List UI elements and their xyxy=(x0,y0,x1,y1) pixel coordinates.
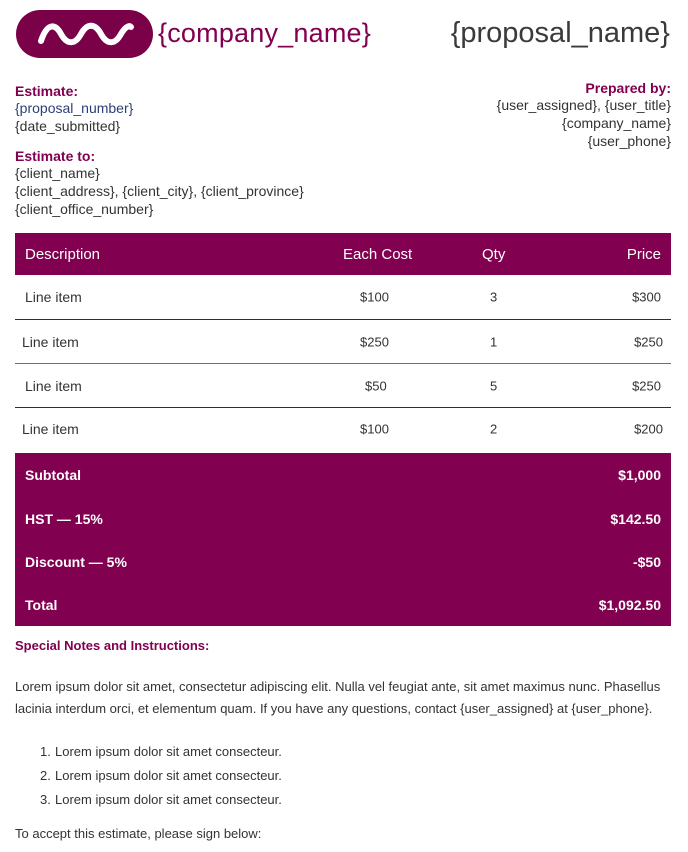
list-item: 2. Lorem ipsum dolor sit amet consecteur. xyxy=(40,768,282,783)
row-description: Line item xyxy=(22,333,79,350)
client-name: {client_name} xyxy=(15,165,100,181)
row-qty: 3 xyxy=(490,289,498,305)
row-price: $200 xyxy=(634,421,663,436)
header-each-cost: Each Cost xyxy=(343,245,413,263)
proposal-number: {proposal_number} xyxy=(15,100,134,116)
user-phone: {user_phone} xyxy=(587,133,671,149)
line-items-table xyxy=(15,233,671,449)
estimate-label: Estimate: xyxy=(15,83,79,99)
row-each-cost: $100 xyxy=(360,289,389,305)
estimate-to-label: Estimate to: xyxy=(15,148,96,164)
total-label: Total xyxy=(25,597,58,613)
row-each-cost: $250 xyxy=(360,334,389,349)
notes-body: Lorem ipsum dolor sit amet, consectetur adipiscing elit. Nulla vel feugiat ante, sit amet maximus nunc. Phasellus lacinia interdum orci, et elementum quam. If you have any questions, contact {user_assigned} at {user_phone}. xyxy=(15,679,661,716)
table-row xyxy=(15,364,671,408)
row-description: Line item xyxy=(22,420,79,437)
row-price: $250 xyxy=(634,334,663,349)
totals-block xyxy=(15,453,671,626)
wave-logo-icon xyxy=(35,19,135,49)
row-qty: 5 xyxy=(490,378,498,393)
discount-label: Discount — 5% xyxy=(25,554,127,570)
row-description: Line item xyxy=(25,289,82,305)
subtotal-label: Subtotal xyxy=(25,467,81,483)
table-row xyxy=(15,275,671,320)
row-description: Line item xyxy=(25,377,82,394)
hst-label: HST — 15% xyxy=(25,511,103,527)
notes-list xyxy=(40,740,282,812)
row-price: $250 xyxy=(632,378,661,393)
discount-value: -$50 xyxy=(632,554,661,570)
row-qty: 1 xyxy=(490,334,498,349)
row-each-cost: $50 xyxy=(365,378,387,393)
total-value: $1,092.50 xyxy=(598,597,661,613)
estimate-block xyxy=(15,83,133,135)
table-row xyxy=(15,320,671,364)
table-row xyxy=(15,408,671,449)
row-price: $300 xyxy=(632,289,661,305)
date-submitted: {date_submitted} xyxy=(15,118,121,134)
header-price: Price xyxy=(626,245,661,263)
hst-value: $142.50 xyxy=(610,511,661,527)
notes-title: Special Notes and Instructions: xyxy=(15,638,210,653)
list-item-text: Lorem ipsum dolor sit amet consecteur. xyxy=(55,792,282,807)
subtotal-value: $1,000 xyxy=(618,467,661,483)
list-item-text: Lorem ipsum dolor sit amet consecteur. xyxy=(55,768,282,783)
prepared-by-label: Prepared by: xyxy=(585,80,671,96)
client-office-number: {client_office_number} xyxy=(15,201,154,217)
header-description: Description xyxy=(25,245,101,263)
prepared-company-name: {company_name} xyxy=(562,115,671,131)
prepared-by-block xyxy=(497,80,671,150)
company-name: {company_name} xyxy=(158,18,371,48)
list-item-text: Lorem ipsum dolor sit amet consecteur. xyxy=(55,744,282,759)
row-each-cost: $100 xyxy=(360,421,389,436)
list-item: 3. Lorem ipsum dolor sit amet consecteur. xyxy=(40,792,282,807)
proposal-name: {proposal_name} xyxy=(450,17,670,49)
client-address: {client_address}, {client_city}, {client_province} xyxy=(15,183,304,199)
list-item: 1. Lorem ipsum dolor sit amet consecteur. xyxy=(40,744,282,759)
header-qty: Qty xyxy=(482,245,506,263)
accept-instruction: To accept this estimate, please sign below: xyxy=(15,826,262,841)
company-logo xyxy=(16,10,153,58)
user-line: {user_assigned}, {user_title} xyxy=(496,97,671,113)
estimate-to-block xyxy=(15,148,304,218)
table-header xyxy=(15,233,671,275)
row-qty: 2 xyxy=(490,421,498,436)
